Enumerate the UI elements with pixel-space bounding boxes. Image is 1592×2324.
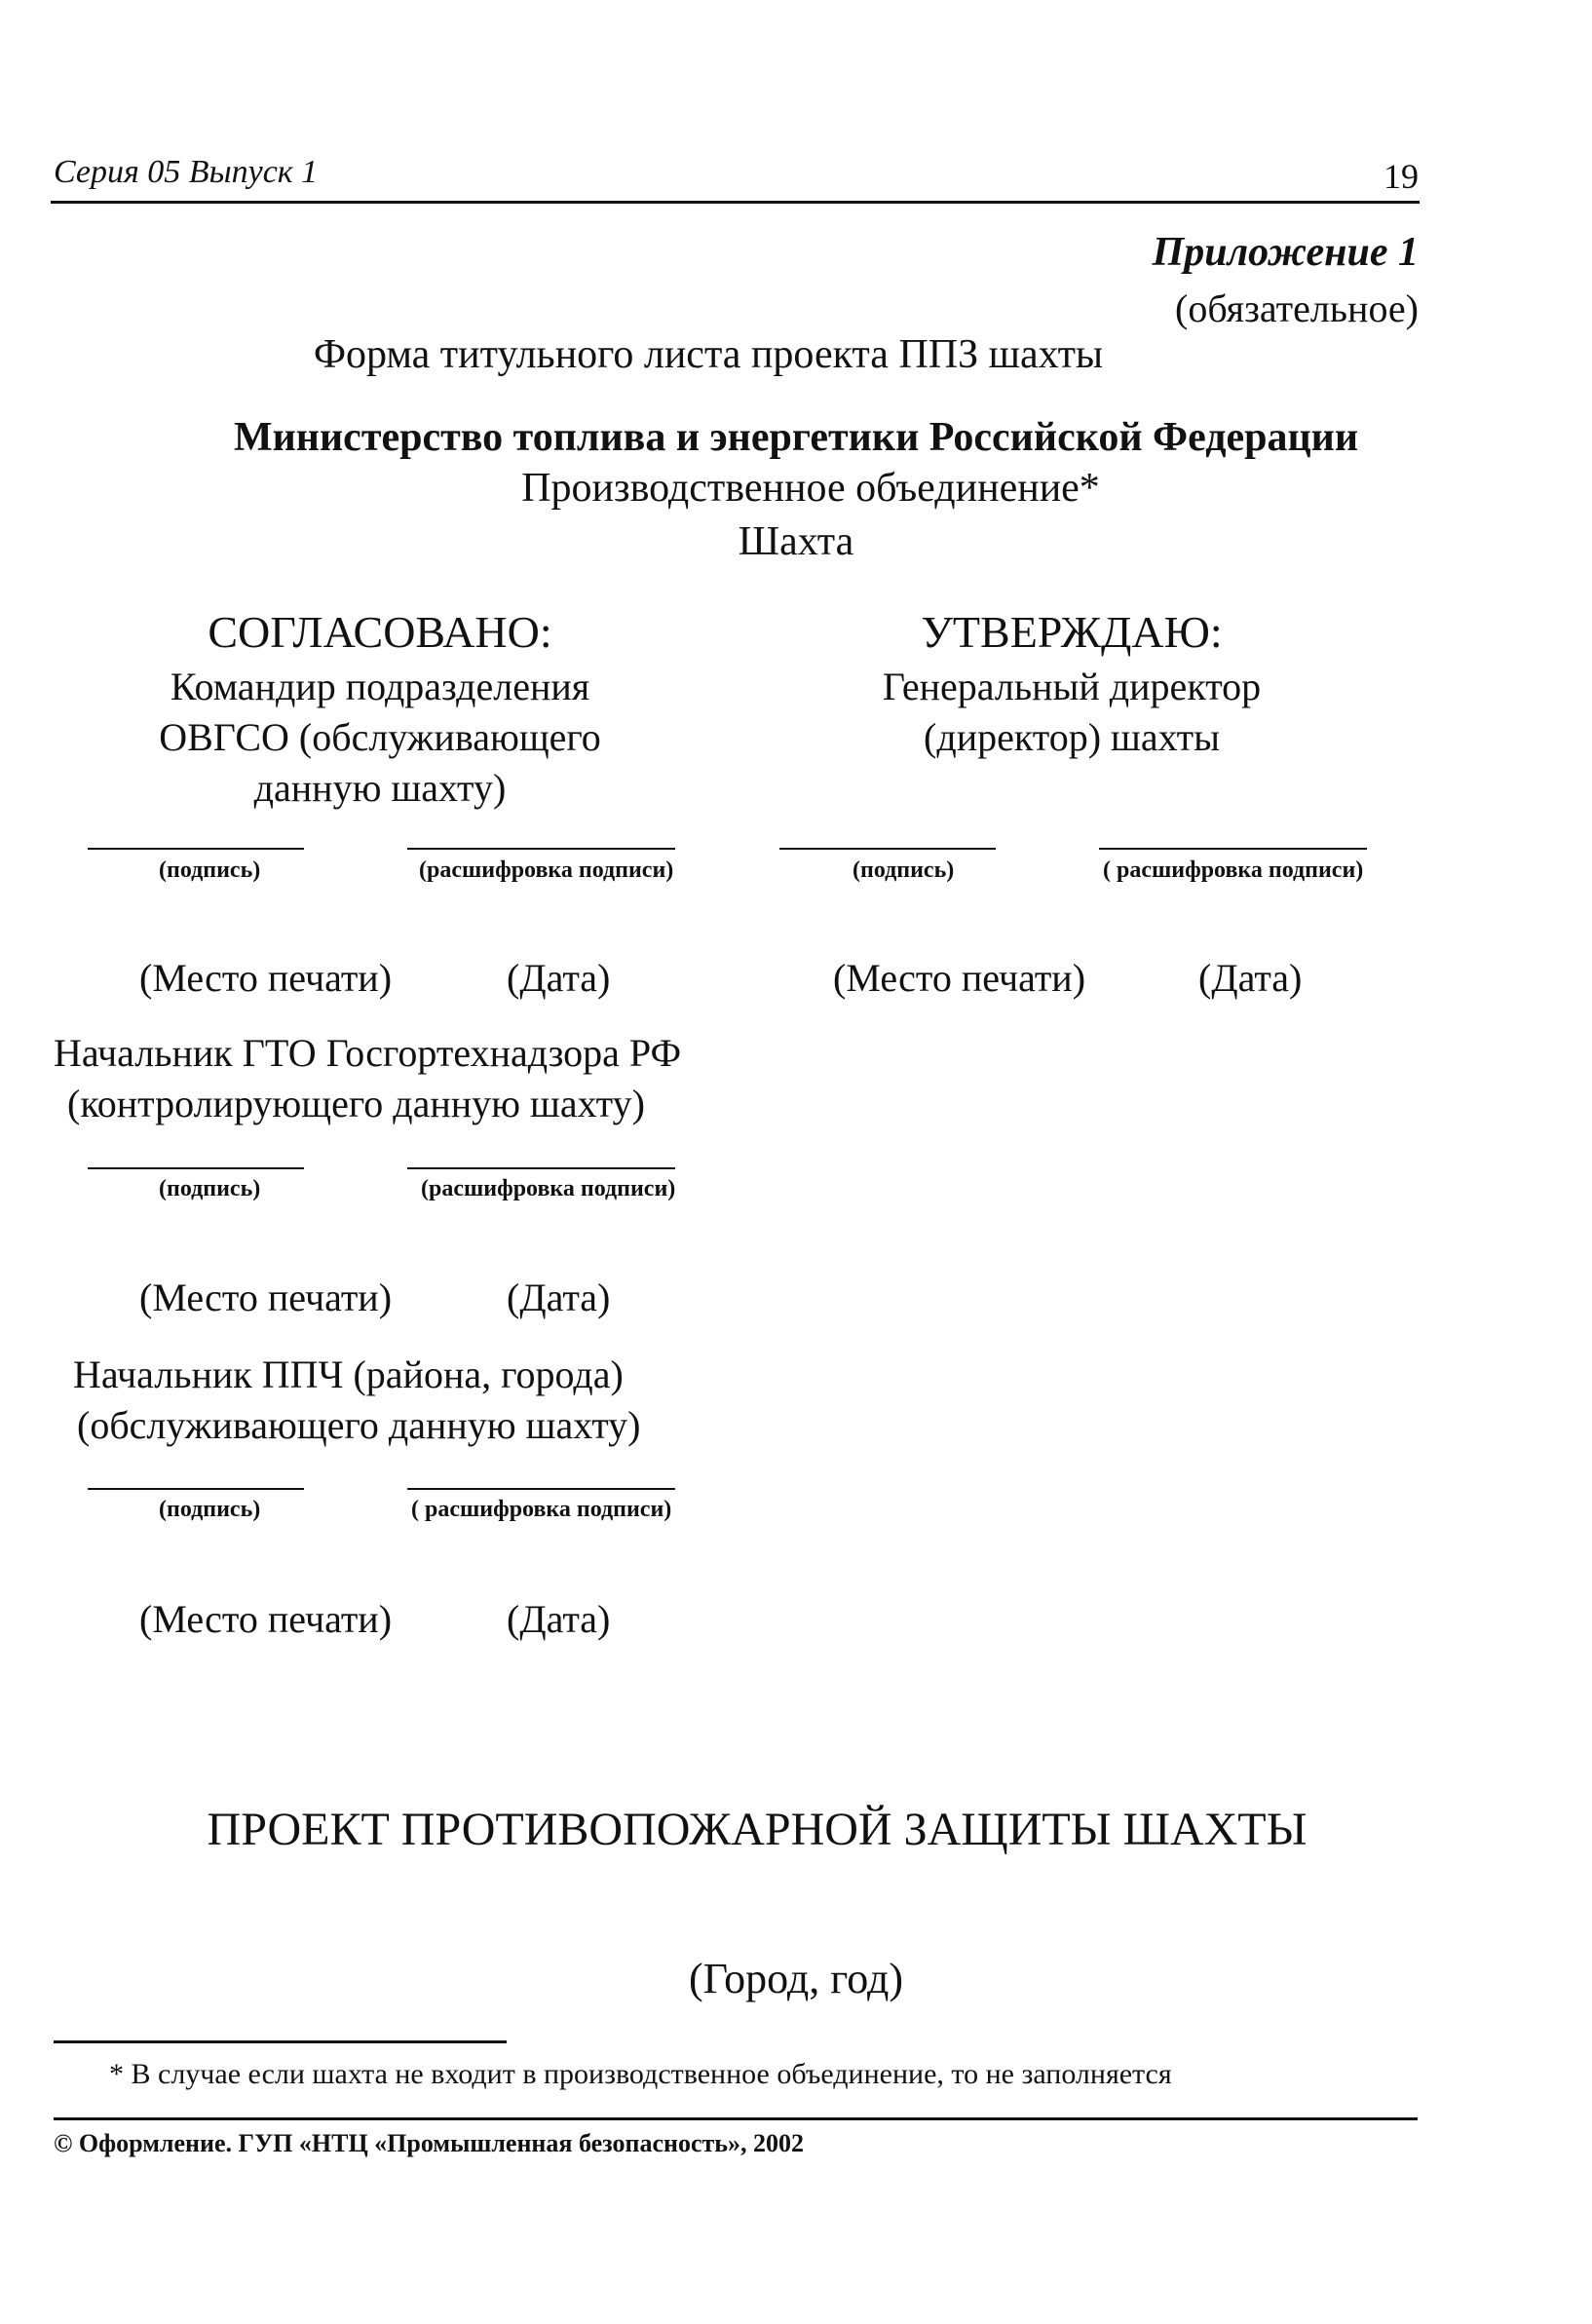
project-title: ПРОЕКТ ПРОТИВОПОЖАРНОЙ ЗАЩИТЫ ШАХТЫ: [207, 1804, 1308, 1855]
ppch-position-line: (обслуживающего данную шахту): [77, 1403, 641, 1447]
signature-line: [88, 1488, 304, 1490]
footnote-rule: [54, 2040, 507, 2043]
agreed-block: [97, 606, 663, 814]
date-label: (Дата): [507, 1597, 611, 1641]
stamp-place-label: (Место печати): [139, 1276, 393, 1319]
decoding-line: [407, 1488, 675, 1490]
decoding-caption: (расшифровка подписи): [419, 857, 674, 883]
gto-position-line: Начальник ГТО Госгортехнадзора РФ: [54, 1031, 682, 1075]
date-label: (Дата): [507, 1276, 611, 1319]
header-rule: [51, 201, 1420, 204]
signature-line: [88, 848, 304, 850]
agreed-position-line: Командир подразделения: [170, 665, 590, 708]
production-association: Производственное объединение*: [521, 466, 1100, 511]
gto-position: [54, 1028, 681, 1129]
decoding-caption: ( расшифровка подписи): [411, 1497, 672, 1522]
decoding-line: [407, 848, 675, 850]
signature-caption: (подпись): [159, 857, 261, 883]
date-label: (Дата): [1198, 956, 1303, 1000]
agreed-position-line: ОВГСО (обслуживающего: [159, 715, 601, 759]
approve-position-line: Генеральный директор: [882, 665, 1262, 708]
stamp-place-label: (Место печати): [139, 956, 393, 1000]
footer-rule: [54, 2117, 1418, 2120]
ppch-position: [73, 1350, 641, 1451]
date-label: (Дата): [507, 956, 611, 1000]
agreed-position-line: данную шахту): [253, 766, 507, 810]
approve-position-line: (директор) шахты: [924, 715, 1220, 759]
form-title: Форма титульного листа проекта ППЗ шахты: [313, 332, 1104, 377]
ministry-name: Министерство топлива и энергетики Российской Федерации: [233, 415, 1359, 460]
copyright: © Оформление. ГУП «НТЦ «Промышленная безопасность», 2002: [54, 2129, 805, 2157]
page-number: 19: [1384, 157, 1419, 196]
mine-label: Шахта: [738, 519, 854, 564]
city-year: (Город, год): [688, 1955, 904, 2002]
series-label: Серия 05 Выпуск 1: [54, 154, 319, 190]
signature-line: [779, 848, 996, 850]
appendix-status: (обязательное): [1175, 286, 1419, 330]
decoding-caption: (расшифровка подписи): [421, 1176, 676, 1201]
appendix-title: Приложение 1: [1152, 230, 1419, 275]
decoding-line: [1099, 848, 1367, 850]
approve-block: [799, 606, 1345, 763]
gto-position-line: (контролирующего данную шахту): [67, 1082, 645, 1125]
agreed-heading: СОГЛАСОВАНО:: [208, 607, 552, 657]
decoding-line: [407, 1167, 675, 1169]
signature-caption: (подпись): [159, 1497, 261, 1522]
stamp-place-label: (Место печати): [139, 1597, 393, 1641]
approve-heading: УТВЕРЖДАЮ:: [921, 607, 1223, 657]
stamp-place-label: (Место печати): [833, 956, 1086, 1000]
footnote: * В случае если шахта не входит в производственное объединение, то не заполняется: [109, 2058, 1172, 2090]
signature-line: [88, 1167, 304, 1169]
decoding-caption: ( расшифровка подписи): [1103, 857, 1364, 883]
signature-caption: (подпись): [159, 1176, 261, 1201]
signature-caption: (подпись): [853, 857, 955, 883]
ppch-position-line: Начальник ППЧ (района, города): [73, 1352, 624, 1396]
